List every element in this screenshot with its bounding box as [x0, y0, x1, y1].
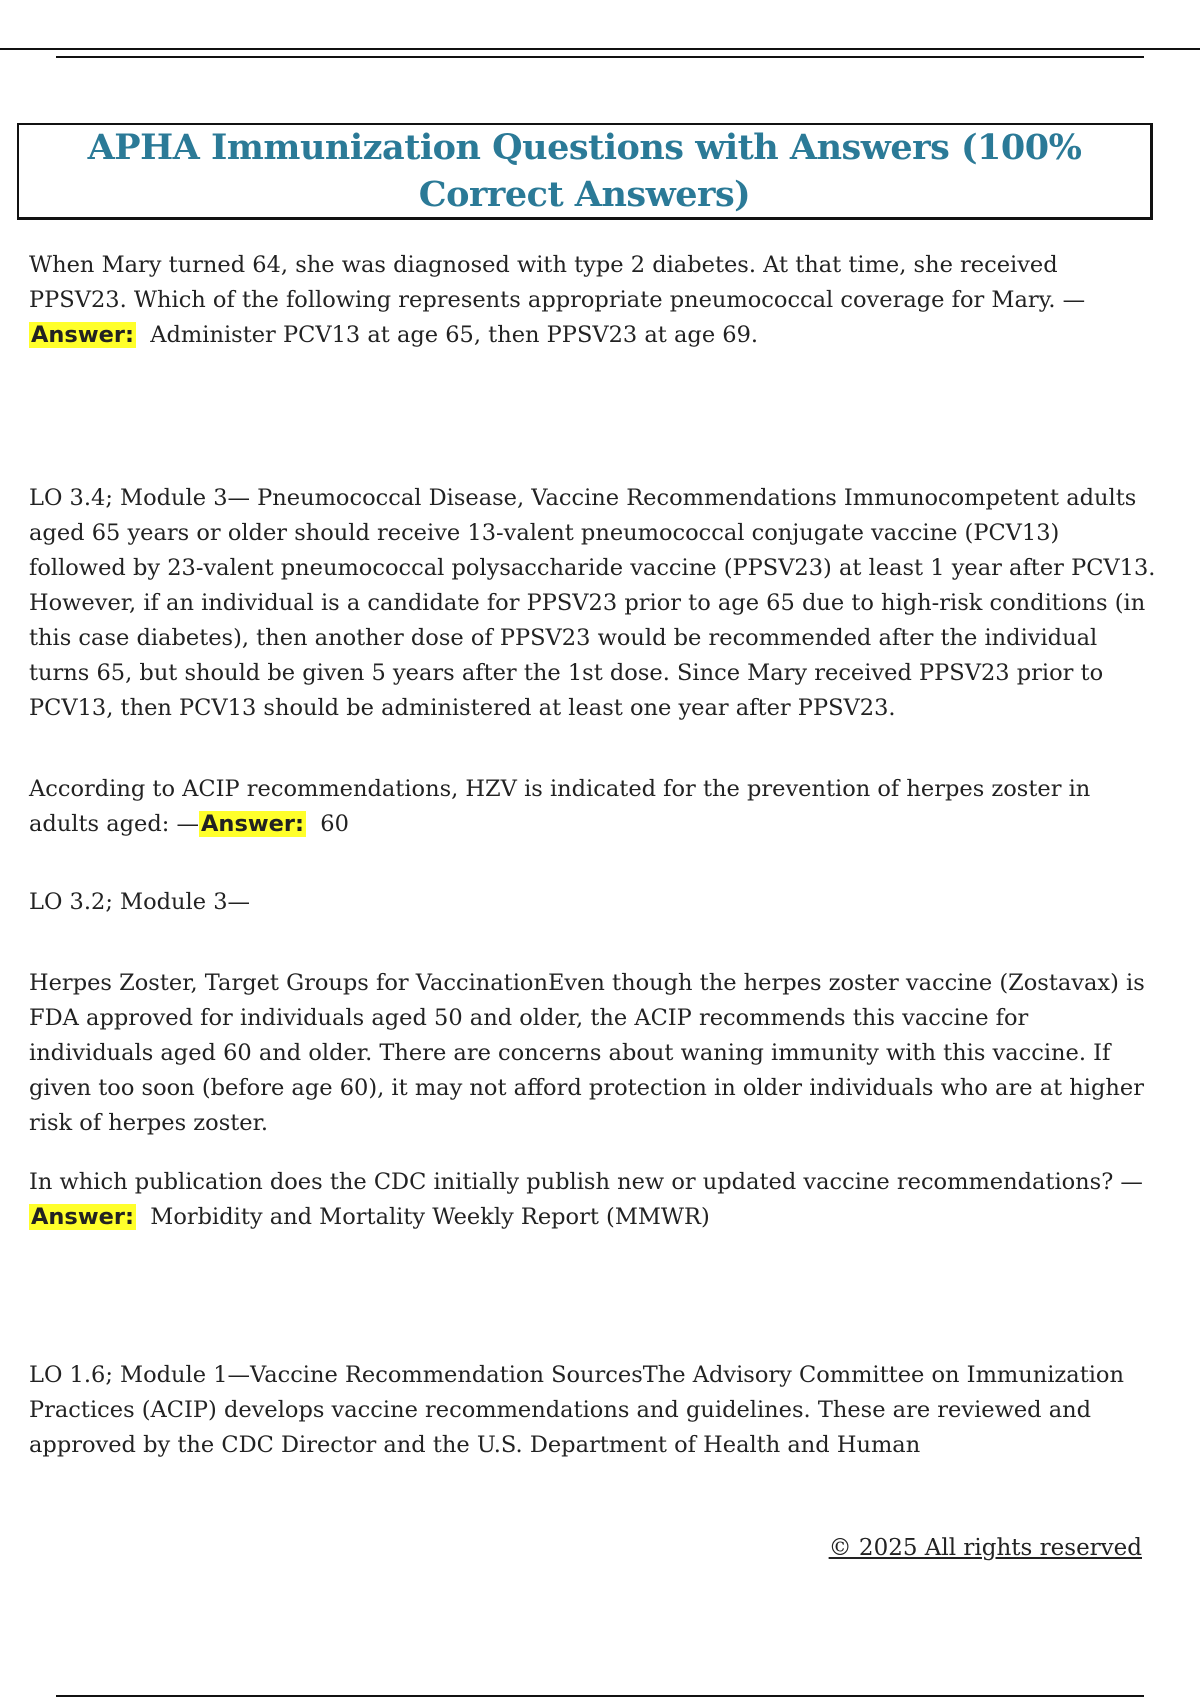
explanation-1: LO 3.4; Module 3— Pneumococcal Disease, Vaccine Recommendations Immunocompetent adults aged 65 years or older should receive 13-valent pneumococcal conjugate vaccine (PCV13) followed by 23-valent pneumococcal polysaccharide vaccine (PPSV23) at least 1 year after PCV13. However, if an individual is a candidate for PPSV23 prior to age 65 due to high-risk conditions (in this case diabetes), then another dose of PPSV23 would be recommended after the individual turns 65, but should be given 5 years after the 1st dose. Since Mary received PPSV23 prior to PCV13, then PCV13 should be administered at least one year after PPSV23. [29, 485, 1156, 721]
answer-text: 60 [320, 811, 349, 837]
answer-label: Answer: [31, 1204, 134, 1230]
question-1 [29, 248, 1159, 353]
explanation-2-ref: LO 3.2; Module 3— [29, 889, 251, 915]
title-box [17, 123, 1153, 220]
explanation-2: Herpes Zoster, Target Groups for VaccinationEven though the herpes zoster vaccine (Zostavax) is FDA approved for individuals aged 50 and older, the ACIP recommends this vaccine for individuals aged 60 and older. There are concerns about waning immunity with this vaccine. If given too soon (before age 60), it may not afford protection in older individuals who are at higher risk of herpes zoster. [29, 970, 1145, 1136]
question-text: When Mary turned 64, she was diagnosed with type 2 diabetes. At that time, she received PPSV23. Which of the following represents appropriate pneumococcal coverage for Mary. — [29, 252, 1086, 313]
question-text: In which publication does the CDC initially publish new or updated vaccine recommendations? — [29, 1169, 1143, 1195]
answer-label: Answer: [201, 811, 304, 837]
answer-text: Administer PCV13 at age 65, then PPSV23 at age 69. [150, 322, 759, 348]
answer-label: Answer: [31, 322, 134, 348]
question-2 [29, 772, 1159, 842]
copyright-footer: © 2025 All rights reserved [828, 1535, 1142, 1561]
document-title: APHA Immunization Questions with Answers (100% Correct Answers) [87, 127, 1082, 215]
footer-rule [56, 1695, 1144, 1697]
question-text: According to ACIP recommendations, HZV is indicated for the prevention of herpes zoster in adults aged: — [29, 776, 1091, 837]
question-3 [29, 1165, 1159, 1235]
header-rule [56, 56, 1144, 58]
answer-text: Morbidity and Mortality Weekly Report (MMWR) [150, 1204, 710, 1230]
top-rule [0, 48, 1200, 50]
explanation-3: LO 1.6; Module 1—Vaccine Recommendation SourcesThe Advisory Committee on Immunization Practices (ACIP) develops vaccine recommendations and guidelines. These are reviewed and approved by the CDC Director and the U.S. Department of Health and Human [29, 1362, 1124, 1458]
